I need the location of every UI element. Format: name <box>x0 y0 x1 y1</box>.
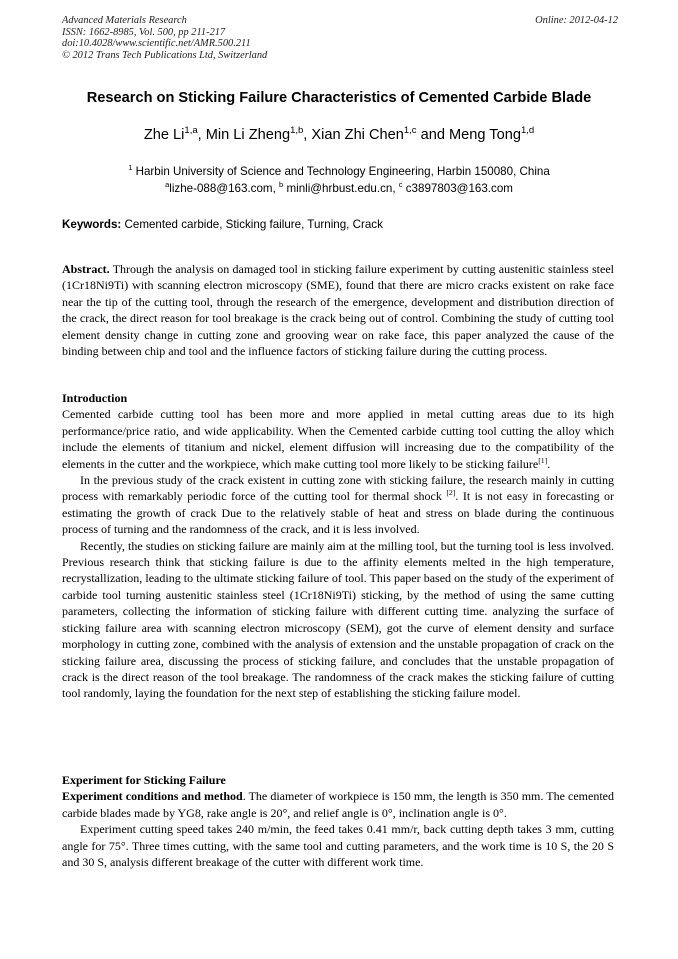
email-address: lizhe-088@163.com <box>169 182 273 195</box>
email-separator: , <box>392 182 399 195</box>
author-separator: and <box>416 127 449 143</box>
abstract-block <box>62 261 614 359</box>
section-heading: Introduction <box>62 391 128 405</box>
section-heading: Experiment for Sticking Failure <box>62 773 226 787</box>
keywords-label: Keywords: <box>62 218 122 231</box>
citation-ref: [1] <box>538 455 548 465</box>
issn-line: ISSN: 1662-8985, Vol. 500, pp 211-217 <box>62 26 226 38</box>
abstract-label: Abstract. <box>62 262 110 276</box>
journal-name: Advanced Materials Research <box>62 15 187 26</box>
paragraph-text: In the previous study of the crack existent in cutting zone with sticking failure, the research mainly in cutting process with remarkably periodic force of the cutting tool for thermal shock <box>62 473 614 504</box>
journal-header <box>62 15 618 61</box>
author-affiliation-marker: 1,b <box>290 125 304 137</box>
body-paragraph <box>62 472 614 538</box>
doi-line: doi:10.4028/www.scientific.net/AMR.500.211 <box>62 38 251 50</box>
author-separator: , <box>197 127 206 143</box>
author-separator: , <box>303 127 312 143</box>
author-name: Zhe Li <box>143 127 185 143</box>
body-paragraph <box>62 788 614 821</box>
paragraph-text: Cemented carbide cutting tool has been more and more applied in metal cutting areas due to its high performance/price ratio, and wide applicability. When the Cemented carbide cutting tool cutting the alloy which include the elements of titanium and nickel, element diffusion will increasing due to the compatibility of the elements in the cutter and the workpiece, which make cutting tool more likely to be sticking failure <box>62 407 614 471</box>
author-name: Meng Tong <box>449 127 521 143</box>
author-name: Xian Zhi Chen <box>311 127 404 143</box>
paragraph-end: . It is not easy in forecasting or estimating the growth of crack Due to the relatively stable of heat and stress on blade during the continuous process of turning and the randomness of the crack, and it is less involved. <box>62 489 614 537</box>
email-marker: b <box>279 180 284 190</box>
keywords-line <box>62 218 618 231</box>
affiliation-line <box>40 163 638 180</box>
email-address: c3897803@163.com <box>402 182 513 195</box>
body-paragraph: Experiment cutting speed takes 240 m/min, the feed takes 0.41 mm/r, back cutting depth takes 3 mm, cutting angle for 75°. Three times cutting, with the same tool and cutting parameters, and the work time is 10 S, the 20 S and 30 S, analysis different breakage of the cutter with different work time. <box>62 822 614 870</box>
abstract-paragraph <box>62 261 614 359</box>
email-separator: , <box>272 182 280 195</box>
subsection-label: Experiment conditions and method <box>62 789 243 804</box>
introduction-section <box>62 390 614 702</box>
email-line <box>40 180 638 197</box>
email-marker: c <box>398 180 403 190</box>
keywords-text: Cemented carbide, Sticking failure, Turning, Crack <box>121 218 383 231</box>
paper-title: Research on Sticking Failure Characteristics of Cemented Carbide Blade <box>86 90 592 106</box>
abstract-text: Through the analysis on damaged tool in sticking failure experiment by cutting austenitic stainless steel (1Cr18Ni9Ti) with scanning electron microscopy (SME), found that there are micro cracks existent on rake face near the tip of the cutting tool, through the research of the emergence, development and distribution direction of the crack, the direct reason for tool breakage is the crack being out of control. Combining the study of cutting tool element density change in cutting zone and grooving wear on rake face, this paper analyzed the cause of the binding between chip and tool and the influence factors of sticking failure during the cutting process. <box>62 262 614 359</box>
author-affiliation-marker: 1,a <box>184 125 198 137</box>
experiment-section <box>62 772 614 870</box>
affiliation-block <box>40 163 638 197</box>
copyright-line: © 2012 Trans Tech Publications Ltd, Switzerland <box>62 49 268 61</box>
email-marker: a <box>165 180 170 190</box>
paragraph-text: . The diameter of workpiece is 150 mm, the length is 350 mm. The cemented carbide blades made by YG8, rake angle is 20°, and relief angle is 0°, inclination angle is 0°. <box>62 789 615 820</box>
citation-ref: [2] <box>446 488 456 498</box>
paragraph-end: . <box>547 456 551 471</box>
author-affiliation-marker: 1,d <box>520 125 535 137</box>
email-address: minli@hrbust.edu.cn <box>283 182 393 195</box>
affiliation-text: Harbin University of Science and Technology Engineering, Harbin 150080, China <box>132 165 550 178</box>
author-affiliation-marker: 1,c <box>403 125 417 137</box>
body-paragraph: Recently, the studies on sticking failure are mainly aim at the milling tool, but the turning tool is less involved. Previous research think that sticking failure is due to the affinity elements melted in the high temperature, recrystallization, leading to the ultimate sticking failure of tool. This paper based on the study of the experiment of carbide tool turning austenitic stainless steel (1Cr18Ni9Ti) sticking, by the method of using the same cutting parameters, collecting the information of sticking failure with different cutting time. analyzing the surface of sticking failure area with scanning electron microscopy (SEM), got the curve of element density and surface morphology in cutting zone, combined with the analysis of extension and the unstable propagation of crack on the sticking failure area, discussing the process of sticking failure, and concludes that the unstable propagation of crack is the direct reason of the tool breakage. The randomness of the crack makes the sticking failure of cutting tool randomly, laying the foundation for the next step of establishing the sticking failure model. <box>62 538 614 701</box>
body-paragraph <box>62 406 614 472</box>
affiliation-marker: 1 <box>128 163 133 173</box>
online-date: Online: 2012-04-12 <box>535 15 618 26</box>
author-name: Min Li Zheng <box>205 127 291 143</box>
author-list <box>40 127 638 143</box>
